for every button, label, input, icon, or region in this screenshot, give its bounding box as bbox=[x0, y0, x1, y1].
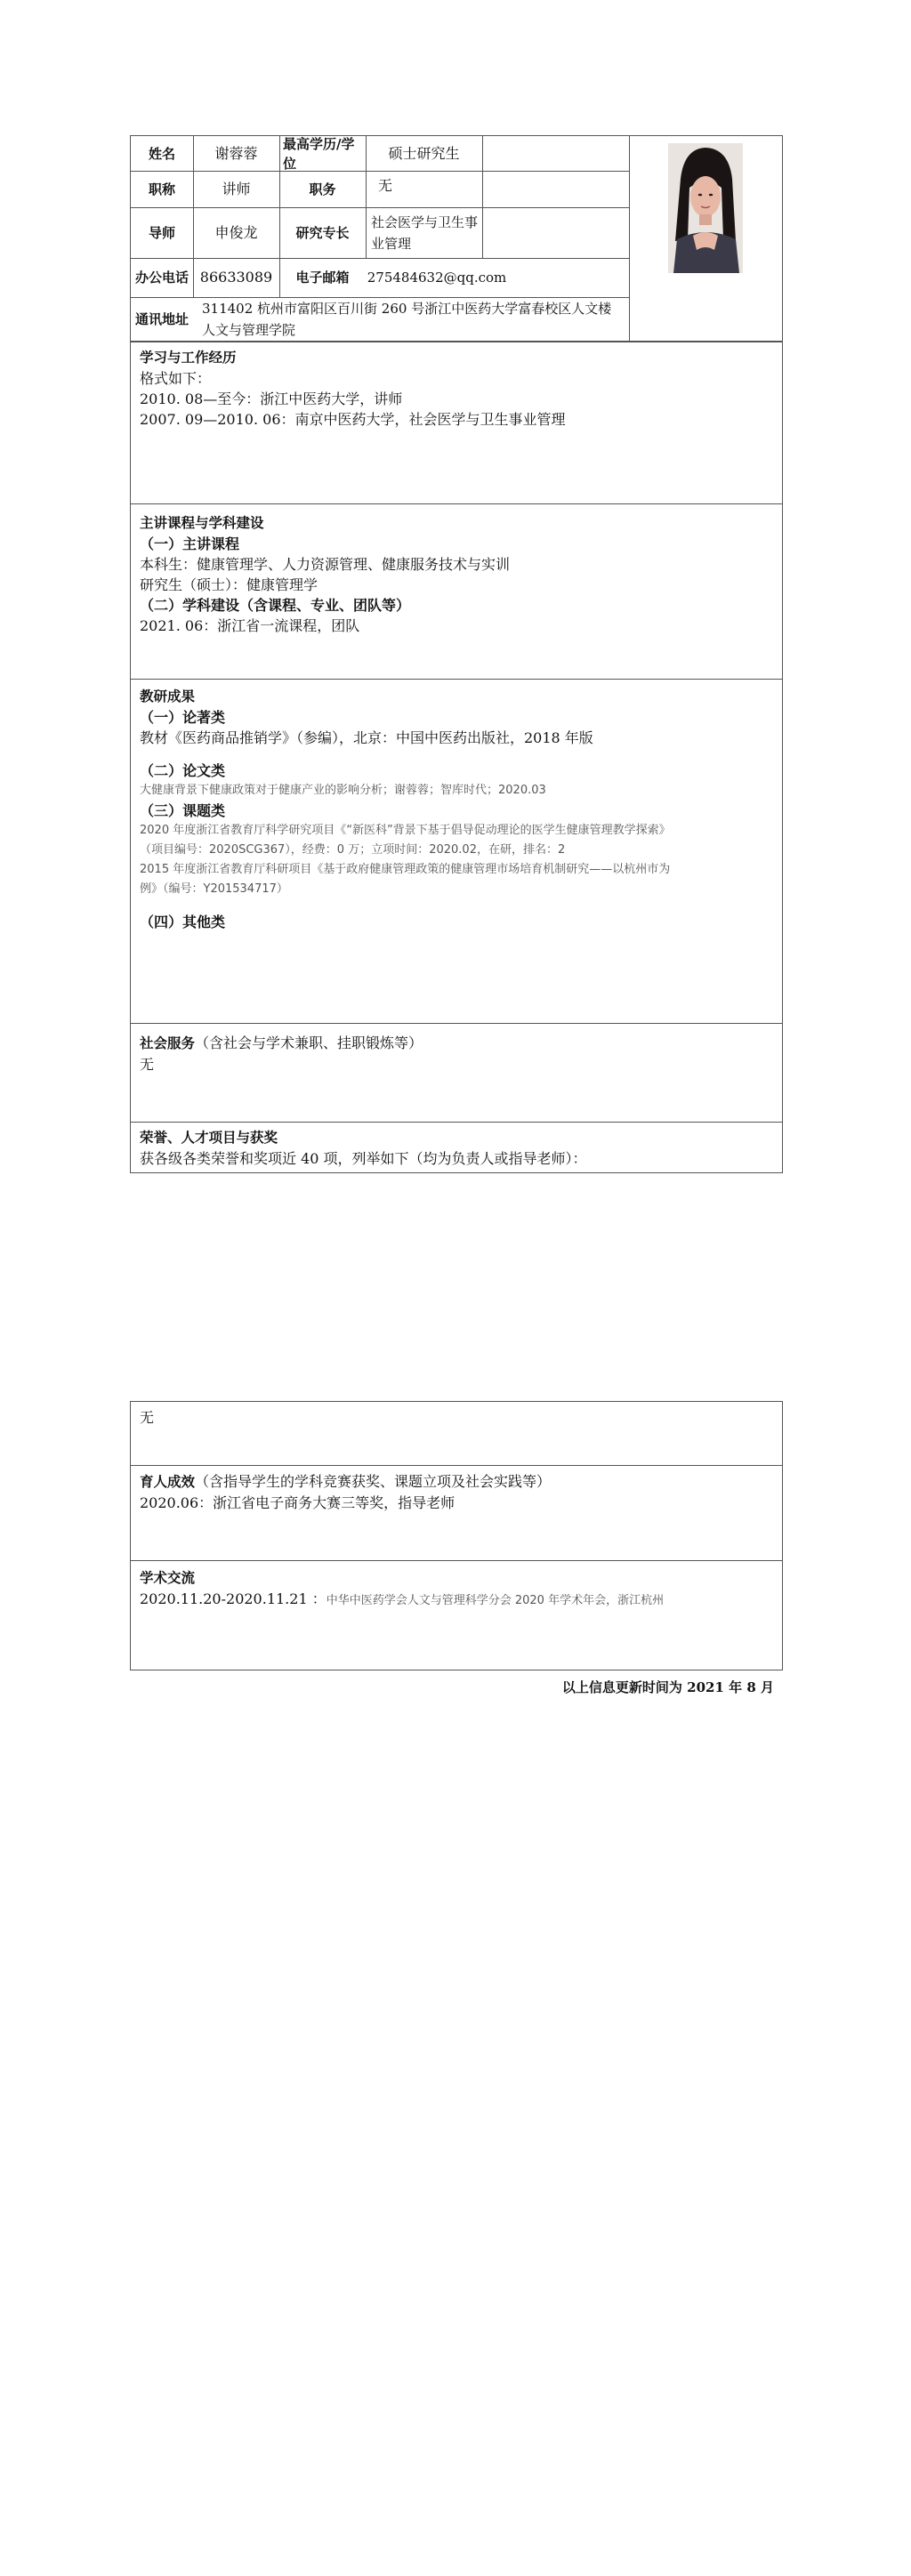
honors-continued-section bbox=[130, 1401, 783, 1466]
position-value: 无 bbox=[378, 177, 393, 194]
mentor-value: 申俊龙 bbox=[214, 223, 258, 241]
profile-table bbox=[130, 135, 783, 342]
position-label: 职务 bbox=[309, 181, 336, 197]
experience-format: 格式如下： bbox=[140, 370, 212, 387]
name-value: 谢蓉蓉 bbox=[214, 144, 258, 162]
honors-continued: 无 bbox=[140, 1409, 155, 1426]
service-note: （含社会与学术兼职、挂职锻炼等） bbox=[195, 1034, 423, 1051]
email-label: 电子邮箱 bbox=[295, 270, 350, 286]
title-label: 职称 bbox=[148, 181, 175, 197]
project-item: 例》（编号：Y201534717） bbox=[140, 882, 288, 896]
courses-heading: 主讲课程与学科建设 bbox=[140, 515, 264, 531]
research-heading: 教研成果 bbox=[140, 688, 196, 704]
exchange-date: 2020.11.20-2020.11.21 ： bbox=[140, 1590, 327, 1607]
experience-item: 2010. 08—至今：浙江中医药大学，讲师 bbox=[140, 390, 403, 407]
honors-section bbox=[130, 1122, 783, 1173]
mentoring-section bbox=[130, 1465, 783, 1561]
honors-content: 获各级各类荣誉和奖项近 40 项，列举如下（均为负责人或指导老师）： bbox=[140, 1150, 587, 1167]
mentor-label: 导师 bbox=[148, 224, 175, 241]
honors-heading: 荣誉、人才项目与获奖 bbox=[140, 1130, 278, 1146]
undergrad-courses: 本科生：健康管理学、人力资源管理、健康服务技术与实训 bbox=[140, 556, 511, 573]
update-note: 以上信息更新时间为 2021 年 8 月 bbox=[561, 1679, 774, 1695]
research-sub-books: （一）论著类 bbox=[140, 709, 226, 726]
paper-item: 大健康背景下健康政策对于健康产业的影响分析；谢蓉蓉；智库时代；2020.03 bbox=[140, 784, 546, 797]
research-sub-projects: （三）课题类 bbox=[140, 802, 226, 819]
courses-section bbox=[130, 503, 783, 680]
service-content: 无 bbox=[140, 1056, 155, 1073]
exchange-content: 中华中医药学会人文与管理科学分会 2020 年学术年会，浙江杭州 bbox=[326, 1594, 665, 1607]
grad-courses: 研究生（硕士）：健康管理学 bbox=[140, 576, 318, 593]
construction-item: 2021. 06：浙江省一流课程，团队 bbox=[140, 617, 360, 634]
address-label: 通讯地址 bbox=[134, 311, 189, 327]
project-item: （项目编号：2020SCG367），经费：0 万；立项时间：2020.02，在研，排名：2 bbox=[140, 843, 566, 857]
research-sub-papers: （二）论文类 bbox=[140, 762, 226, 779]
phone-label: 办公电话 bbox=[134, 270, 189, 286]
title-value: 讲师 bbox=[222, 180, 251, 197]
exchange-heading: 学术交流 bbox=[140, 1570, 196, 1586]
specialty-value: 社会医学与卫生事业管理 bbox=[371, 213, 479, 252]
research-sub-other: （四）其他类 bbox=[140, 914, 226, 930]
courses-sub-main: （一）主讲课程 bbox=[140, 535, 240, 552]
mentoring-note: （含指导学生的学科竞赛获奖、课题立项及社会实践等） bbox=[195, 1473, 552, 1490]
email-value: 275484632@qq.com bbox=[367, 270, 507, 286]
book-item: 教材《医药商品推销学》（参编），北京：中国中医药出版社，2018 年版 bbox=[140, 729, 593, 746]
courses-sub-construction: （二）学科建设（含课程、专业、团队等） bbox=[140, 597, 411, 614]
service-section bbox=[130, 1023, 783, 1123]
mentoring-content: 2020.06：浙江省电子商务大赛三等奖，指导老师 bbox=[140, 1494, 456, 1511]
service-heading: 社会服务 bbox=[140, 1035, 196, 1051]
project-item: 2015 年度浙江省教育厅科研项目《基于政府健康管理政策的健康管理市场培育机制研究——以杭州市为 bbox=[140, 863, 671, 876]
experience-section bbox=[130, 342, 783, 504]
project-item: 2020 年度浙江省教育厅科学研究项目《“新医科”背景下基于倡导促动理论的医学生健康管理教学探索》 bbox=[140, 824, 671, 837]
exchange-section bbox=[130, 1560, 783, 1670]
portrait-image bbox=[668, 143, 743, 273]
phone-value: 86633089 bbox=[199, 269, 273, 286]
degree-value: 硕士研究生 bbox=[388, 144, 460, 162]
research-section bbox=[130, 679, 783, 1024]
mentoring-heading: 育人成效 bbox=[140, 1474, 196, 1490]
address-value: 311402 杭州市富阳区百川街 260 号浙江中医药大学富春校区人文楼 人文与管理学院 bbox=[202, 301, 625, 338]
name-label: 姓名 bbox=[148, 145, 175, 162]
degree-label: 最高学历/学位 bbox=[283, 135, 355, 172]
experience-item: 2007. 09—2010. 06：南京中医药大学，社会医学与卫生事业管理 bbox=[140, 411, 566, 428]
profile-photo bbox=[668, 143, 743, 273]
experience-heading: 学习与工作经历 bbox=[140, 350, 237, 366]
specialty-label: 研究专长 bbox=[295, 224, 350, 241]
